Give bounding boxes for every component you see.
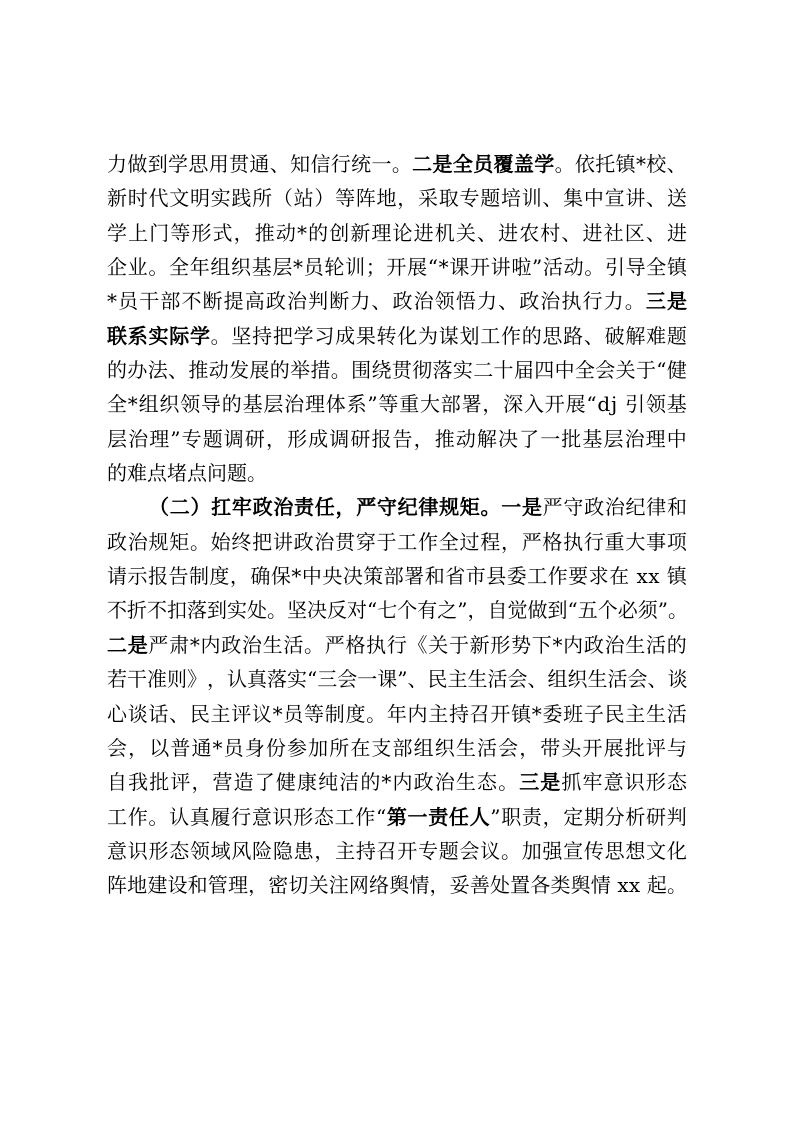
text-line: 政 治 规 矩 。 始 终 把 讲 政 治 贯 穿 于 工 作 全 过 程 ， 严 格 执 行 重 大 事 项 [107, 529, 687, 554]
text-line: 工 作 。 认 真 履 行 意 识 形 态 工 作 “ 第 一 责 任 人 ” 职 责 ， 定 期 分 析 研 判 [107, 804, 687, 829]
text-line: 企 业 。 全 年 组 织 基 层 * 员 轮 训 ； 开 展 “ * 课 开 讲 啦 ” 活 动 。 引 导 全 镇 [107, 255, 687, 280]
text-line: 阵 地 建 设 和 管 理 ， 密 切 关 注 网 络 舆 情 ， 妥 善 处 置 各 类 舆 情 x x 起 。 [107, 873, 687, 898]
text-line: 力 做 到 学 思 用 贯 通 、 知 信 行 统 一 。 二 是 全 员 覆 盖 学 。 依 托 镇 * 校 、 [107, 152, 687, 176]
text-line: 联 系 实 际 学 。 坚 持 把 学 习 成 果 转 化 为 谋 划 工 作 的 思 路 、 破 解 难 题 [107, 323, 687, 348]
text-line: 自 我 批 评 ， 营 造 了 健 康 纯 洁 的 * 内 政 治 生 态 。 三 是 抓 牢 意 识 形 态 [107, 770, 687, 795]
text-line: 全 * 组 织 领 导 的 基 层 治 理 体 系 ” 等 重 大 部 署 ， 深 入 开 展 “ d j 引 领 基 [107, 392, 687, 417]
text-line: 意 识 形 态 领 域 风 险 隐 患 ， 主 持 召 开 专 题 会 议 。 加 强 宣 传 思 想 文 化 [107, 838, 687, 863]
text-line: 二 是 严 肃 * 内 政 治 生 活 。 严 格 执 行 《 关 于 新 形 势 下 * 内 政 治 生 活 的 [107, 632, 687, 657]
text-line: 学 上 门 等 形 式 ， 推 动 * 的 创 新 理 论 进 机 关 、 进 农 村 、 进 社 区 、 进 [107, 220, 687, 245]
text-line: 的 难 点 堵 点 问 题 。 [107, 461, 267, 486]
text-line: * 员 干 部 不 断 提 高 政 治 判 断 力 、 政 治 领 悟 力 、 政 治 执 行 力 。 三 是 [107, 289, 687, 314]
text-line: 新 时 代 文 明 实 践 所 （ 站 ） 等 阵 地 ， 采 取 专 题 培 训 、 集 中 宣 讲 、 送 [107, 186, 687, 211]
text-line: 层 治 理 ” 专 题 调 研 ， 形 成 调 研 报 告 ， 推 动 解 决 了 一 批 基 层 治 理 中 [107, 426, 687, 451]
text-line: 会 ， 以 普 通 * 员 身 份 参 加 所 在 支 部 组 织 生 活 会 ， 带 头 开 展 批 评 与 [107, 735, 687, 760]
text-line: 请 示 报 告 制 度 ， 确 保 * 中 央 决 策 部 署 和 省 市 县 委 工 作 要 求 在 x x 镇 [107, 564, 687, 589]
text-line: 若 干 准 则 》 ， 认 真 落 实 “ 三 会 一 课 ” 、 民 主 生 活 会 、 组 织 生 活 会 、 谈 [107, 667, 688, 692]
text-line: 心 谈 话 、 民 主 评 议 * 员 等 制 度 。 年 内 主 持 召 开 镇 * 委 班 子 民 主 生 活 [107, 701, 687, 726]
text-line: （ 二 ） 扛 牢 政 治 责 任 ， 严 守 纪 律 规 矩 。 一 是 严 守 政 治 纪 律 和 [149, 495, 687, 520]
text-line: 的 办 法 、 推 动 发 展 的 举 措 。 围 绕 贯 彻 落 实 二 十 届 四 中 全 会 关 于 “ 健 [107, 358, 687, 383]
text-line: 不 折 不 扣 落 到 实 处 。 坚 决 反 对 “ 七 个 有 之 ” ， 自 觉 做 到 “ 五 个 必 须 ” 。 [107, 598, 688, 623]
body-text [107, 147, 687, 903]
